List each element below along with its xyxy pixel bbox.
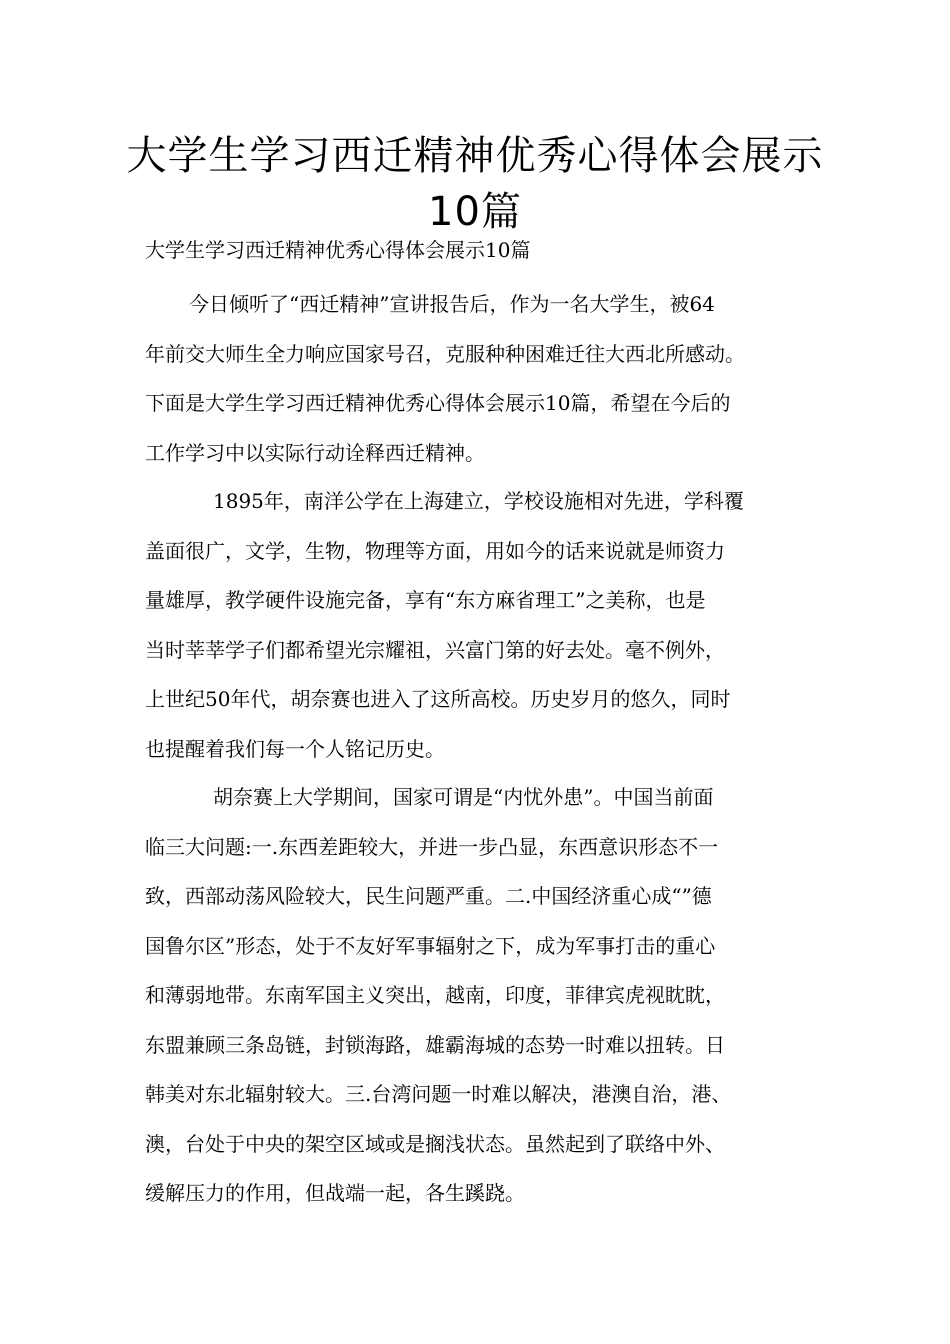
paragraph-line: 国鲁尔区”形态，处于不友好军事辐射之下，成为军事打击的重心 xyxy=(145,933,716,958)
paragraph-intro xyxy=(145,280,815,478)
title-line-2: 10篇 xyxy=(428,189,522,235)
paragraph-national-situation xyxy=(145,773,815,1219)
paragraph-line: 澳，台处于中央的架空区域或是搁浅状态。虽然起到了联络中外、 xyxy=(145,1131,725,1156)
document-subtitle: 大学生学习西迁精神优秀心得体会展示10篇 xyxy=(145,238,531,262)
paragraph-history xyxy=(145,477,815,774)
paragraph-line: 量雄厚，教学硬件设施完备，享有“东方麻省理工”之美称，也是 xyxy=(145,588,706,612)
title-line-1: 大学生学习西迁精神优秀心得体会展示 xyxy=(126,133,824,179)
paragraph-line: 年前交大师生全力响应国家号召，克服种种困难迁往大西北所感动。 xyxy=(145,341,745,366)
paragraph-line: 1895年，南洋公学在上海建立，学校设施相对先进，学科覆 xyxy=(213,489,744,513)
paragraph-line: 临三大问题:一.东西差距较大，并进一步凸显，东西意识形态不一 xyxy=(145,834,719,859)
paragraph-line: 下面是大学生学习西迁精神优秀心得体会展示10篇，希望在今后的 xyxy=(145,391,731,415)
paragraph-line: 也提醒着我们每一个人铭记历史。 xyxy=(145,736,445,761)
paragraph-line: 上世纪50年代，胡奈赛也进入了这所高校。历史岁月的悠久，同时 xyxy=(145,687,731,711)
paragraph-line: 工作学习中以实际行动诠释西迁精神。 xyxy=(145,440,485,465)
document-title xyxy=(100,128,850,240)
paragraph-line: 胡奈赛上大学期间，国家可谓是“内忧外患”。中国当前面 xyxy=(213,785,714,809)
paragraph-line: 缓解压力的作用，但战端一起，各生蹊跷。 xyxy=(145,1181,525,1205)
paragraph-line: 致，西部动荡风险较大，民生问题严重。二.中国经济重心成“”德 xyxy=(145,884,712,908)
paragraph-line: 韩美对东北辐射较大。三.台湾问题一时难以解决，港澳自治，港、 xyxy=(145,1082,732,1106)
paragraph-line: 今日倾听了“西迁精神”宣讲报告后，作为一名大学生，被64 xyxy=(189,292,715,316)
paragraph-line: 东盟兼顾三条岛链，封锁海路，雄霸海城的态势一时难以扭转。日 xyxy=(145,1032,725,1057)
paragraph-line: 当时莘莘学子们都希望光宗耀祖，兴富门第的好去处。毫不例外， xyxy=(145,637,725,662)
paragraph-line: 和薄弱地带。东南军国主义突出，越南，印度，菲律宾虎视眈眈， xyxy=(145,983,725,1007)
paragraph-line: 盖面很广，文学，生物，物理等方面，用如今的话来说就是师资力 xyxy=(145,538,725,563)
